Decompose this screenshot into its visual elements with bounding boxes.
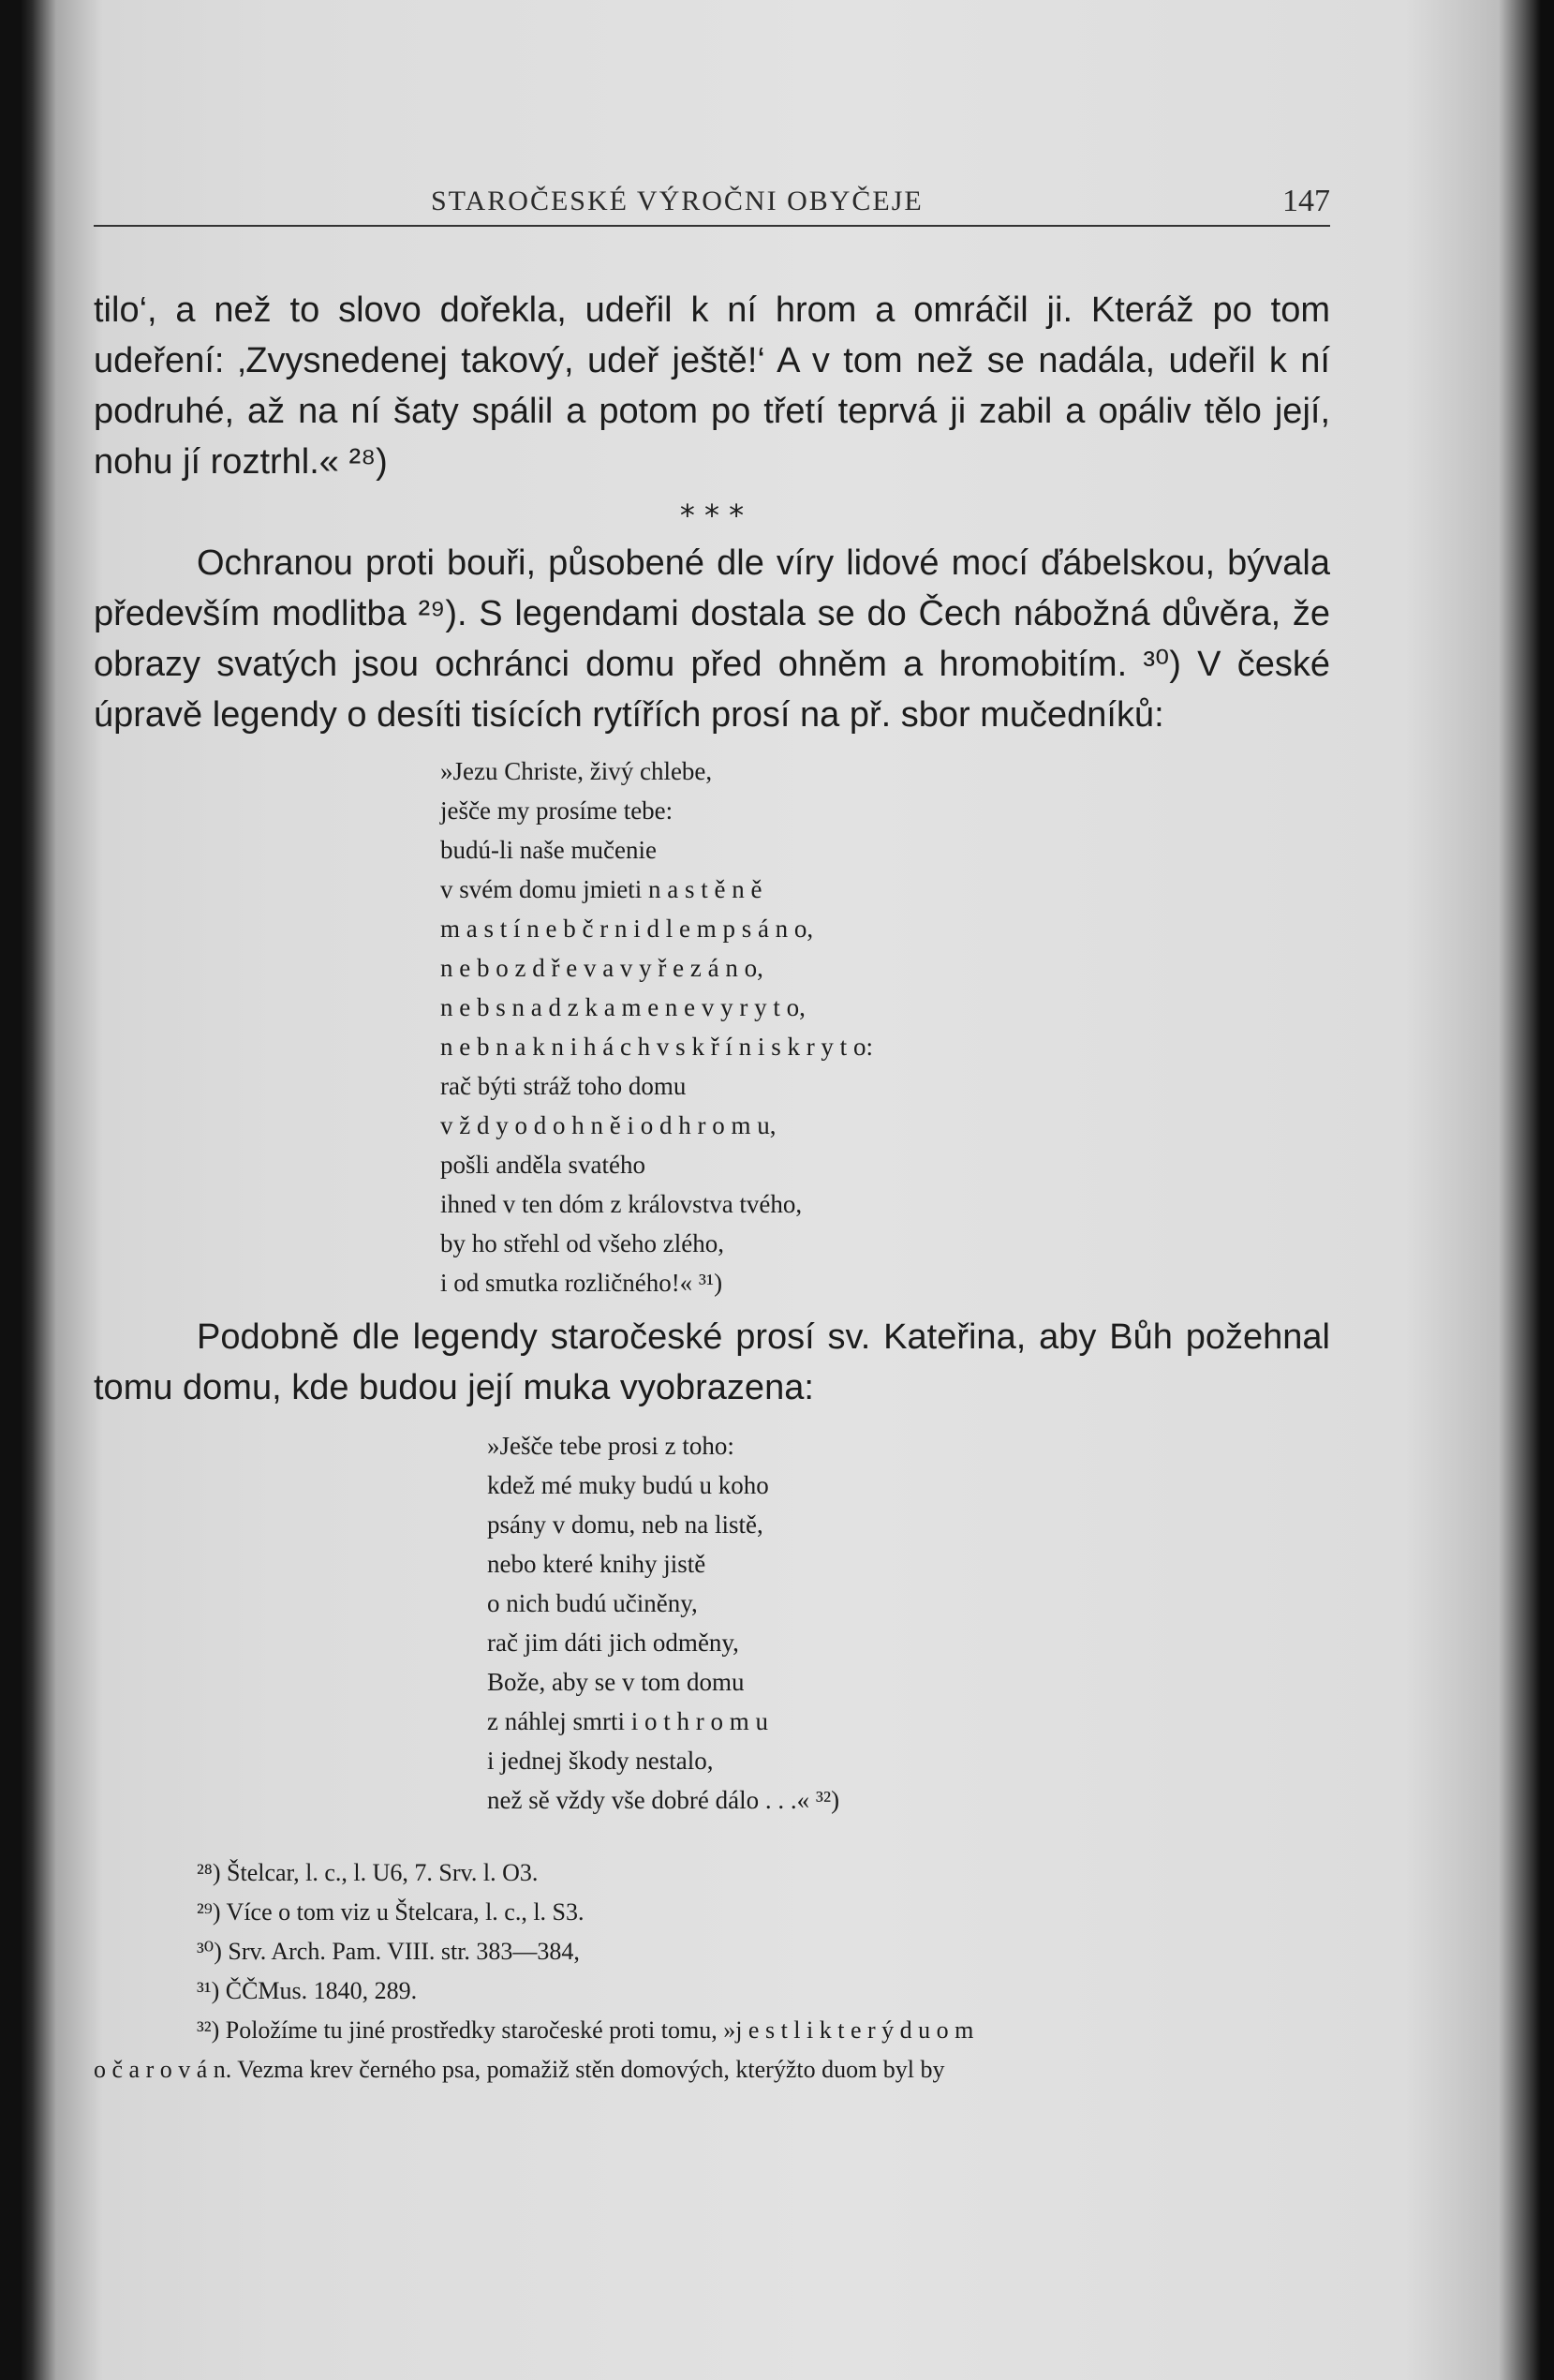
paragraph-3: Podobně dle legendy staročeské prosí sv. Kateřina, aby Bůh požehnal tomu domu, kde budou její muka vyobrazena: <box>94 1317 1330 1407</box>
poem-line: rač jim dáti jich odměny, <box>487 1629 739 1657</box>
poem-line: n e b o z d ř e v a v y ř e z á n o, <box>440 954 763 982</box>
poem-line: nebo které knihy jistě <box>487 1550 706 1578</box>
poem-line: »Jezu Christe, živý chlebe, <box>440 757 713 785</box>
poem-line: psány v domu, neb na listě, <box>487 1510 763 1539</box>
poem-line: i od smutka rozličného!« ³¹) <box>440 1269 723 1297</box>
paragraph-1: tilo‘, a než to slovo dořekla, udeřil k ní hrom a omráčil ji. Kteráž po tom udeření: ‚Zvysnedenej takový, udeř ještě!‘ A v tom než se nadála, udeřil k ní podruhé, až na ní šaty spálil a potom po třetí teprvá ji zabil a opáliv tělo její, nohu jí roztrhl.« ²⁸) <box>94 290 1330 482</box>
poem-line: ihned v ten dóm z královstva tvého, <box>440 1190 803 1218</box>
section-separator: * * * <box>679 498 745 533</box>
poem-line: i jednej škody nestalo, <box>487 1747 714 1775</box>
poem-line: ješče my prosíme tebe: <box>440 796 673 825</box>
running-title: STAROČESKÉ VÝROČNI OBYČEJE <box>431 186 924 216</box>
paragraph-2: Ochranou proti bouři, působené dle víry lidové mocí ďábelskou, bývala především modlitba ²⁹). S legendami dostala se do Čech nábožná důvěra, že obrazy svatých jsou ochránci domu před ohněm a hromobitím. ³⁰) V české úpravě legendy o desíti tisících rytířích prosí na př. sbor mučedníků: <box>94 543 1330 735</box>
page-header <box>94 169 1330 227</box>
poem-line: v ž d y o d o h n ě i o d h r o m u, <box>440 1111 777 1139</box>
book-page <box>94 169 1330 2090</box>
poem-line: o nich budú učiněny, <box>487 1589 698 1617</box>
poem-2 <box>487 1426 1330 1820</box>
poem-line: pošli anděla svatého <box>440 1151 645 1179</box>
poem-line: než sě vždy vše dobré dálo . . .« ³²) <box>487 1786 840 1814</box>
poem-line: Bože, aby se v tom domu <box>487 1668 745 1696</box>
footnote: ³⁰) Srv. Arch. Pam. VIII. str. 383—384, <box>197 1938 580 1965</box>
poem-line: rač býti stráž toho domu <box>440 1072 687 1100</box>
poem-line: z náhlej smrti i o t h r o m u <box>487 1707 768 1735</box>
poem-line: by ho střehl od všeho zlého, <box>440 1229 724 1257</box>
footnote: ³¹) ČČMus. 1840, 289. <box>197 1977 418 2004</box>
poem-line: »Ješče tebe prosi z toho: <box>487 1432 734 1460</box>
poem-1 <box>440 751 1330 1302</box>
footnote-last-line-1: ³²) Položíme tu jiné prostředky staročeské proti tomu, »j e s t l i k t e r ý d u o m <box>197 2016 974 2044</box>
page-number: 147 <box>1282 184 1330 218</box>
footnotes <box>94 1853 1330 2090</box>
footnote: ²⁹) Více o tom viz u Štelcara, l. c., l. S3. <box>197 1898 585 1926</box>
footnote-last-line-2: o č a r o v á n. Vezma krev černého psa, pomažiž stěn domových, kterýžto duom byl by <box>94 2056 945 2083</box>
poem-line: n e b n a k n i h á c h v s k ř í n i s k r y t o: <box>440 1033 873 1061</box>
poem-line: kdež mé muky budú u koho <box>487 1471 769 1499</box>
poem-line: budú-li naše mučenie <box>440 836 657 864</box>
footnote: ²⁸) Štelcar, l. c., l. U6, 7. Srv. l. O3. <box>197 1859 539 1886</box>
poem-line: n e b s n a d z k a m e n e v y r y t o, <box>440 993 806 1021</box>
poem-line: m a s t í n e b č r n i d l e m p s á n o, <box>440 915 814 943</box>
poem-line: v svém domu jmieti n a s t ě n ě <box>440 875 762 903</box>
